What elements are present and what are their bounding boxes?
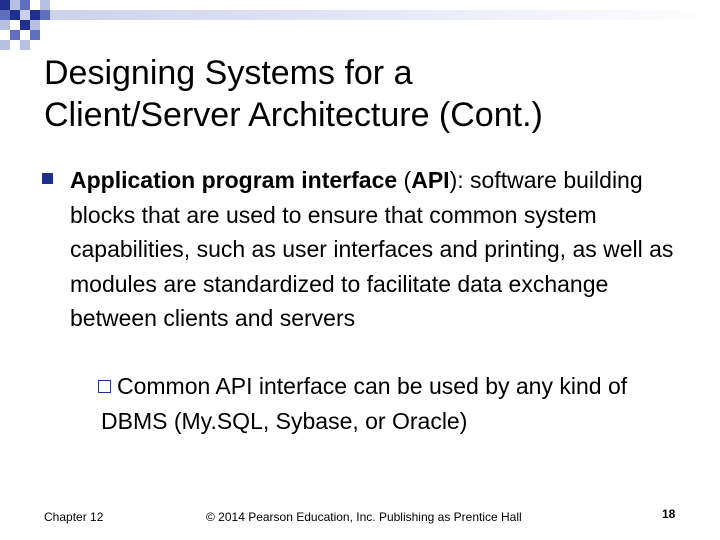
slide-title-line-1: Designing Systems for a bbox=[44, 54, 413, 92]
sub-bullet-text: Common API interface can be used by any kind of DBMS (My.SQL, Sybase, or Oracle) bbox=[101, 373, 628, 434]
term-bold: Application program interface bbox=[70, 167, 398, 193]
paren-close: ): bbox=[449, 167, 464, 193]
footer-page-number: 18 bbox=[662, 507, 676, 521]
definition-text: software building blocks that are used to ensure that common system capabilities, such as user interfaces and printing, as well as modules are standardized to facilitate data exchange between clients and servers bbox=[70, 167, 674, 331]
header-decoration bbox=[0, 0, 720, 50]
main-bullet-text bbox=[70, 163, 690, 336]
footer-chapter: Chapter 12 bbox=[44, 510, 104, 524]
slide-title-line-2: Client/Server Architecture (Cont.) bbox=[44, 96, 543, 134]
slide-title bbox=[44, 52, 704, 136]
hollow-square-bullet-icon bbox=[98, 380, 111, 393]
footer-copyright: © 2014 Pearson Education, Inc. Publishing as Prentice Hall bbox=[206, 510, 522, 524]
square-bullet-icon bbox=[42, 173, 53, 184]
acronym-bold: API bbox=[411, 167, 450, 193]
sub-bullet bbox=[101, 369, 661, 438]
paren-open: ( bbox=[397, 167, 412, 193]
